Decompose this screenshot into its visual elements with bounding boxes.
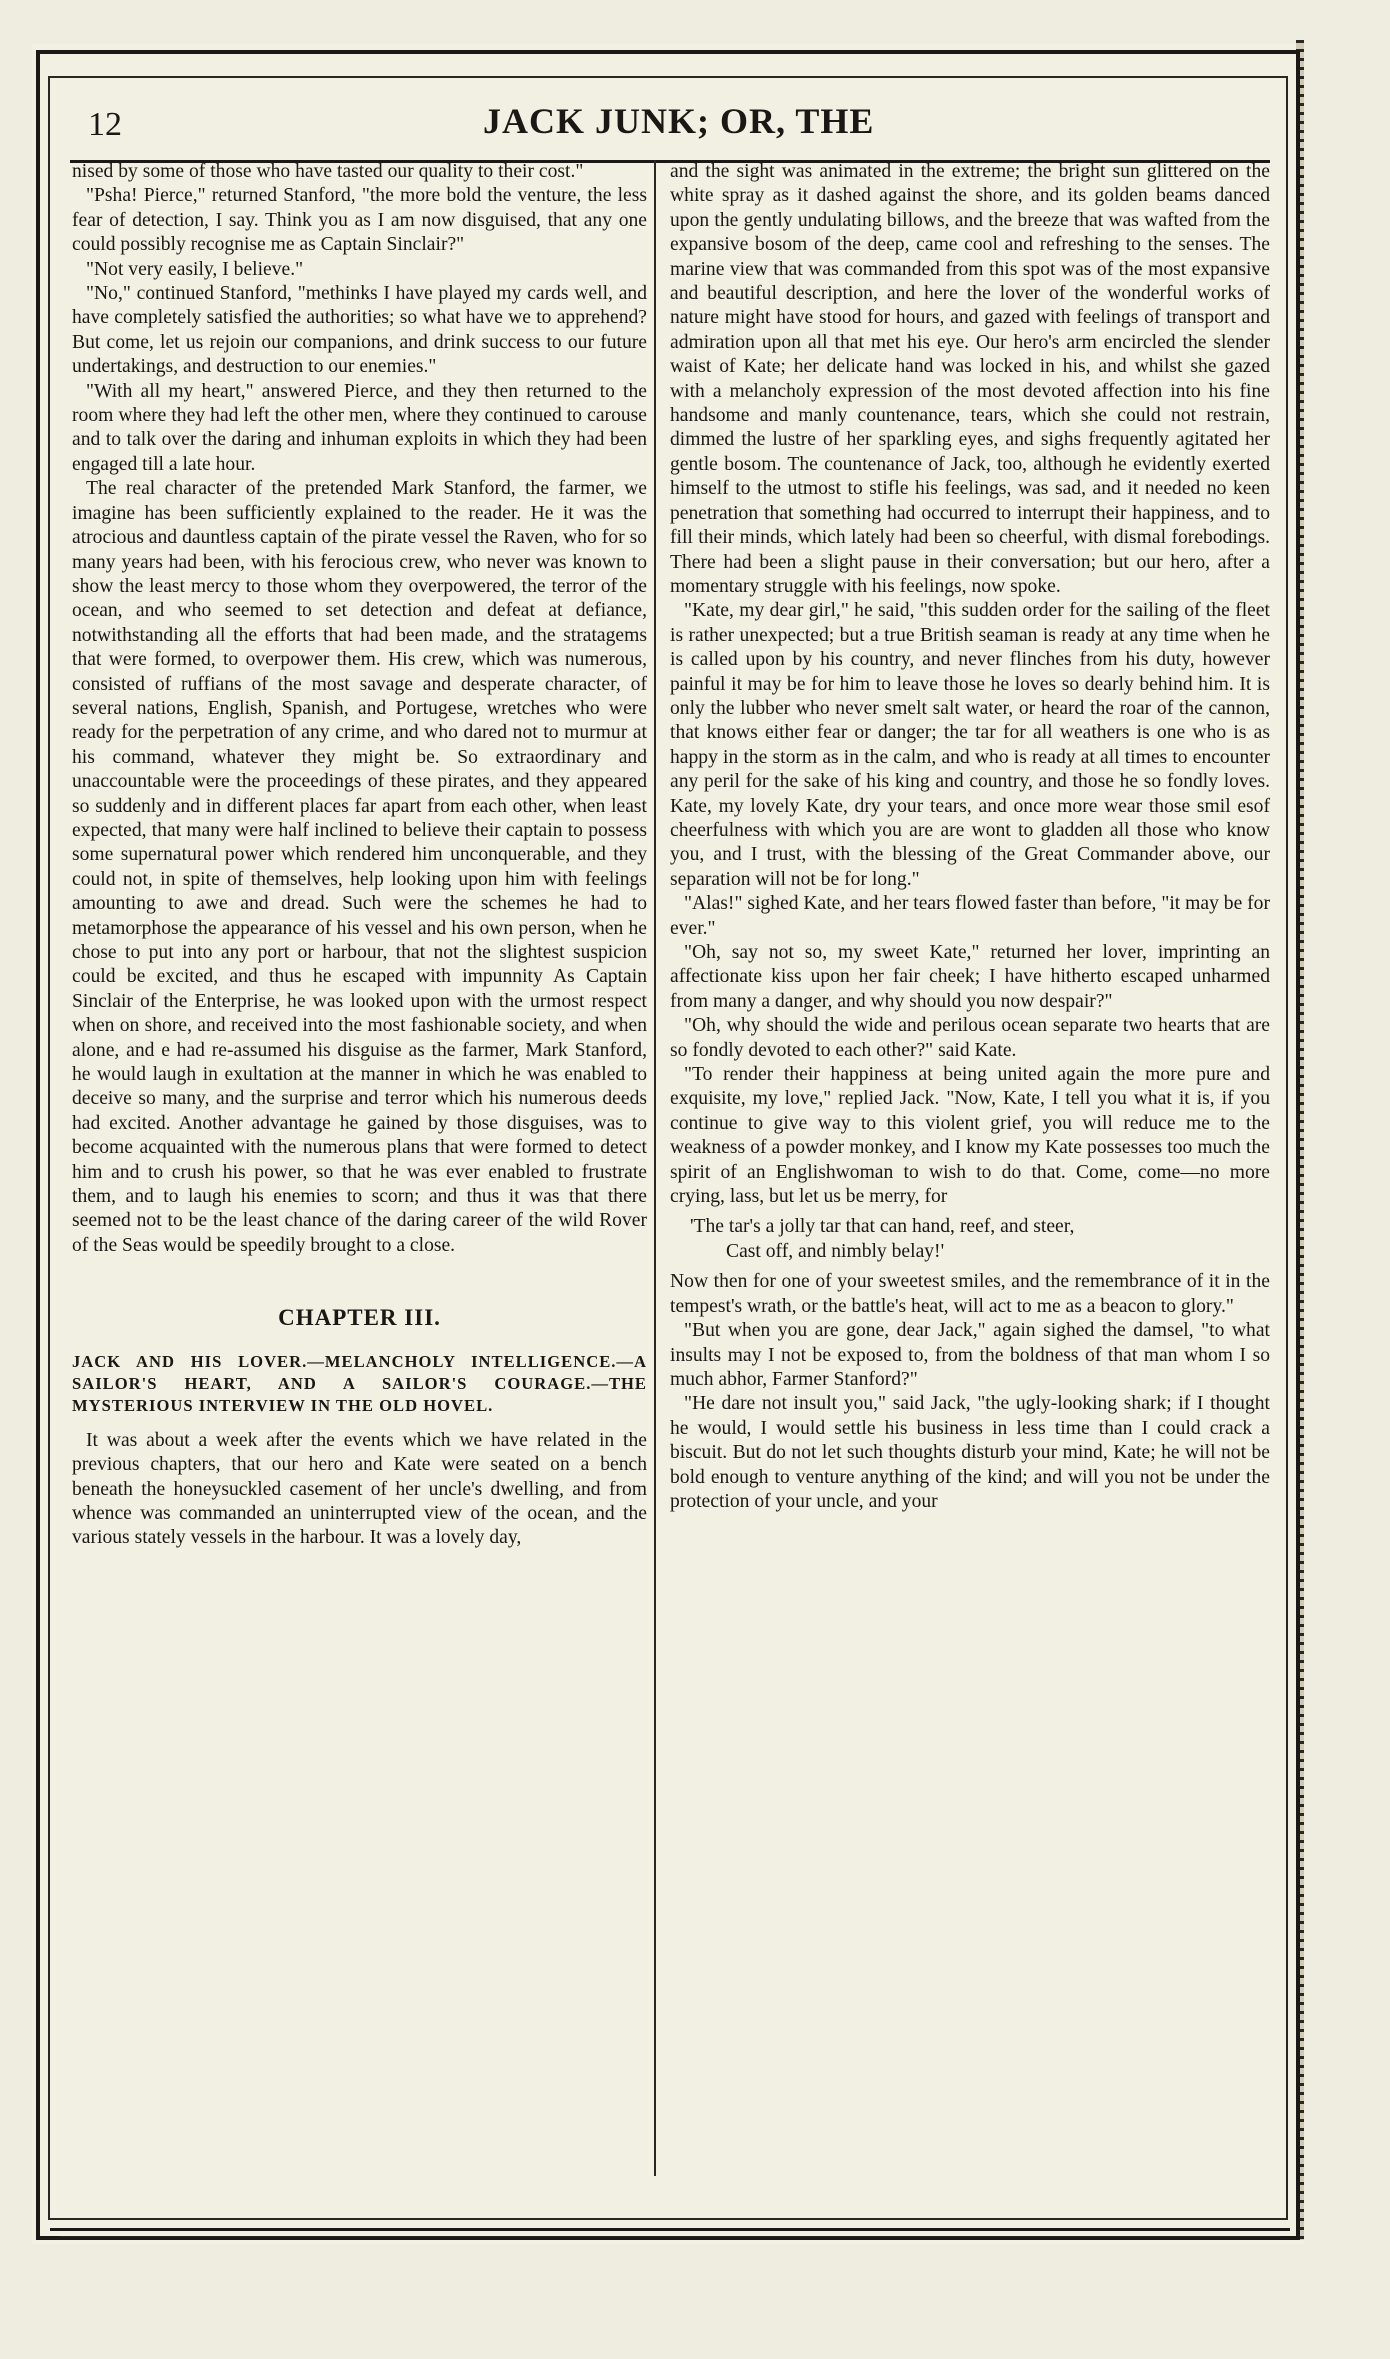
paragraph: "Kate, my dear girl," he said, "this sudden order for the sailing of the fleet is rather unexpected; but a true British seaman is ready at any time when he is called upon by his country, and never flinches from his duty, however painful it may be for him to leave those he loves so dearly behind him. It is only the lubber who never smelt salt water, or heard the roar of the cannon, that knows either fear or danger; the tar for all weathers is one who is as happy in the storm as in the calm, and who is ready at all times to encounter any peril for the sake of his king and country, and those he so fondly loves. Kate, my lovely Kate, dry your tears, and once more wear those smil esof cheerfulness with which you are are wont to gladden all those who know you, and I trust, with the blessing of the Great Commander above, our separation will not be for long." — [670, 600, 1270, 890]
paragraph: "But when you are gone, dear Jack," again sighed the damsel, "to what insults may I not be exposed to, from the boldness of that man whom I so much abhor, Farmer Stanford?" — [670, 1320, 1270, 1390]
footer-rule — [50, 2228, 1290, 2231]
chapter-opening: It was about a week after the events which we have related in the previous chapters, that our hero and Kate were seated on a bench beneath the honeysuckled casement of her uncle's dwelling, and from whence was commanded an uninterrupted view of the ocean, and the various stately vessels in the harbour. It was a lovely day, — [72, 1429, 647, 1549]
paragraph: "No," continued Stanford, "methinks I have played my cards well, and have completely satisfied the authorities; so what have we to apprehend? But come, let us rejoin our companions, and drink success to our future undertakings, and destruction to our enemies." — [72, 283, 647, 378]
verse-line: 'The tar's a jolly tar that can hand, reef, and steer, — [690, 1216, 1075, 1238]
paragraph: "Psha! Pierce," returned Stanford, "the more bold the venture, the less fear of detection, I say. Think you as I am now disguised, that any one could possibly recognise me as Captain Sinclair?" — [72, 185, 647, 256]
paragraph: "Alas!" sighed Kate, and her tears flowed faster than before, "it may be for ever." — [670, 893, 1271, 939]
paragraph: "With all my heart," answered Pierce, and they then returned to the room where they had left the other men, where they continued to carouse and to talk over the daring and inhuman exploits in which they had been engaged till a late hour. — [72, 380, 647, 475]
paragraph: "He dare not insult you," said Jack, "the ugly-looking shark; if I thought he would, I would settle his business in less time than I could crack a biscuit. But do not let such thoughts disturb your mind, Kate; he will not be bold enough to venture anything of the kind; and will you not be under the protection of your uncle, and your — [670, 1393, 1270, 1512]
footer-rule-thin — [60, 2236, 1280, 2237]
page-header — [88, 100, 1268, 160]
paragraph: "Not very easily, I believe." — [86, 258, 304, 280]
chapter-title: CHAPTER III. — [278, 1305, 441, 1331]
column-divider — [654, 160, 656, 2176]
paragraph: "Oh, say not so, my sweet Kate," returned her lover, imprinting an affectionate kiss upon her fair cheek; I have hitherto escaped unharmed from many a danger, and why should you now despair?" — [670, 942, 1270, 1012]
verse-quote — [690, 1215, 1270, 1264]
paragraph: and the sight was animated in the extreme; the bright sun glittered on the white spray as it dashed against the shore, and its golden beams danced upon the gently undulating billows, and the breeze that was wafted from the expansive bosom of the deep, came cool and refreshing to the senses. The marine view that was commanded from this spot was of the most expansive and beautiful description, and here the lover of the wonderful works of nature might have stood for hours, and gazed with feelings of transport and admiration upon all that met his eye. Our hero's arm encircled the slender waist of Kate; her delicate hand was locked in his, and whilst she gazed with a melancholy expression of the most devoted affection into his fine handsome and manly countenance, tears, which she could not restrain, dimmed the lustre of her sparkling eyes, and sighs frequently agitated her gentle bosom. The countenance of Jack, too, although he evidently exerted himself to the utmost to stifle his feelings, was sad, and it needed no keen penetration that something had occurred to interrupt their happiness, and to fill their minds, which lately had been so cheerful, with dismal forebodings. There had been a slight pause in their conversation; but our hero, after a momentary struggle with his feelings, now spoke. — [670, 161, 1270, 597]
page-number: 12 — [88, 106, 122, 143]
paragraph: Now then for one of your sweetest smiles, and the remembrance of it in the tempest's wrath, or the battle's heat, will act to me as a beacon to glory." — [670, 1271, 1270, 1317]
running-title: JACK JUNK; OR, THE — [483, 101, 875, 141]
chapter-summary: JACK AND HIS LOVER.—MELANCHOLY INTELLIGENCE.—A SAILOR'S HEART, AND A SAILOR'S COURAGE.—THE MYSTERIOUS INTERVIEW IN THE OLD HOVEL. — [72, 1351, 647, 1415]
verse-line: Cast off, and nimbly belay!' — [726, 1240, 945, 1262]
paragraph: The real character of the pretended Mark Stanford, the farmer, we imagine has been sufficiently explained to the reader. He it was the atrocious and dauntless captain of the pirate vessel the Raven, who for so many years had been, with his ferocious crew, who never was known to show the least mercy to those whom they overpowered, the terror of the ocean, and who seemed to set detection and defeat at defiance, notwithstanding all the efforts that had been made, and the stratagems that were formed, to overpower them. His crew, which was numerous, consisted of ruffians of the most savage and desperate character, of several nations, English, Spanish, and Portugese, wretches who were ready for the perpetration of any crime, and who dared not to murmur at his command, whatever they might be. So extraordinary and unaccountable were the proceedings of these pirates, and they appeared so suddenly and in different places far apart from each other, when least expected, that many were half inclined to believe their captain to possess some supernatural power which rendered him unconquerable, and they could not, in spite of themselves, help looking upon him with feelings amounting to awe and dread. Such were the schemes he had to metamorphose the appearance of his vessel and his own person, when he chose to put into any port or harbour, that not the slightest suspicion could be excited, and thus he escaped with impunnity As Captain Sinclair of the Enterprise, he was looked upon with the urmost respect when on shore, and received into the most fashionable society, and when alone, and e had re-assumed his disguise as the farmer, Mark Stanford, he would laugh in exultation at the manner in which he was enabled to deceive so many, and the surprise and terror which his numerous deeds had excited. Another advantage he gained by those disguises, was to become acquainted with the numerous plans that were formed to detect him and to crush his power, so that he was ever enabled to frustrate them, and to laugh his enemies to scorn; and thus it was that there seemed not to be the least chance of the daring career of the wild Rover of the Seas would be speedily brought to a close. — [72, 478, 647, 1256]
paragraph: "To render their happiness at being united again the more pure and exquisite, my love," replied Jack. "Now, Kate, I tell you what it is, if you continue to give way to this violent grief, you will reduce me to the weakness of a powder monkey, and I know my Kate possesses too much the spirit of an Englishwoman to wish to do that. Come, come—no more crying, lass, but let us be merry, for — [670, 1064, 1270, 1208]
right-column — [670, 160, 1270, 2170]
paragraph: nised by some of those who have tasted our quality to their cost." — [72, 161, 584, 182]
left-column — [72, 160, 647, 2170]
paragraph: "Oh, why should the wide and perilous ocean separate two hearts that are so fondly devoted to each other?" said Kate. — [670, 1015, 1270, 1061]
